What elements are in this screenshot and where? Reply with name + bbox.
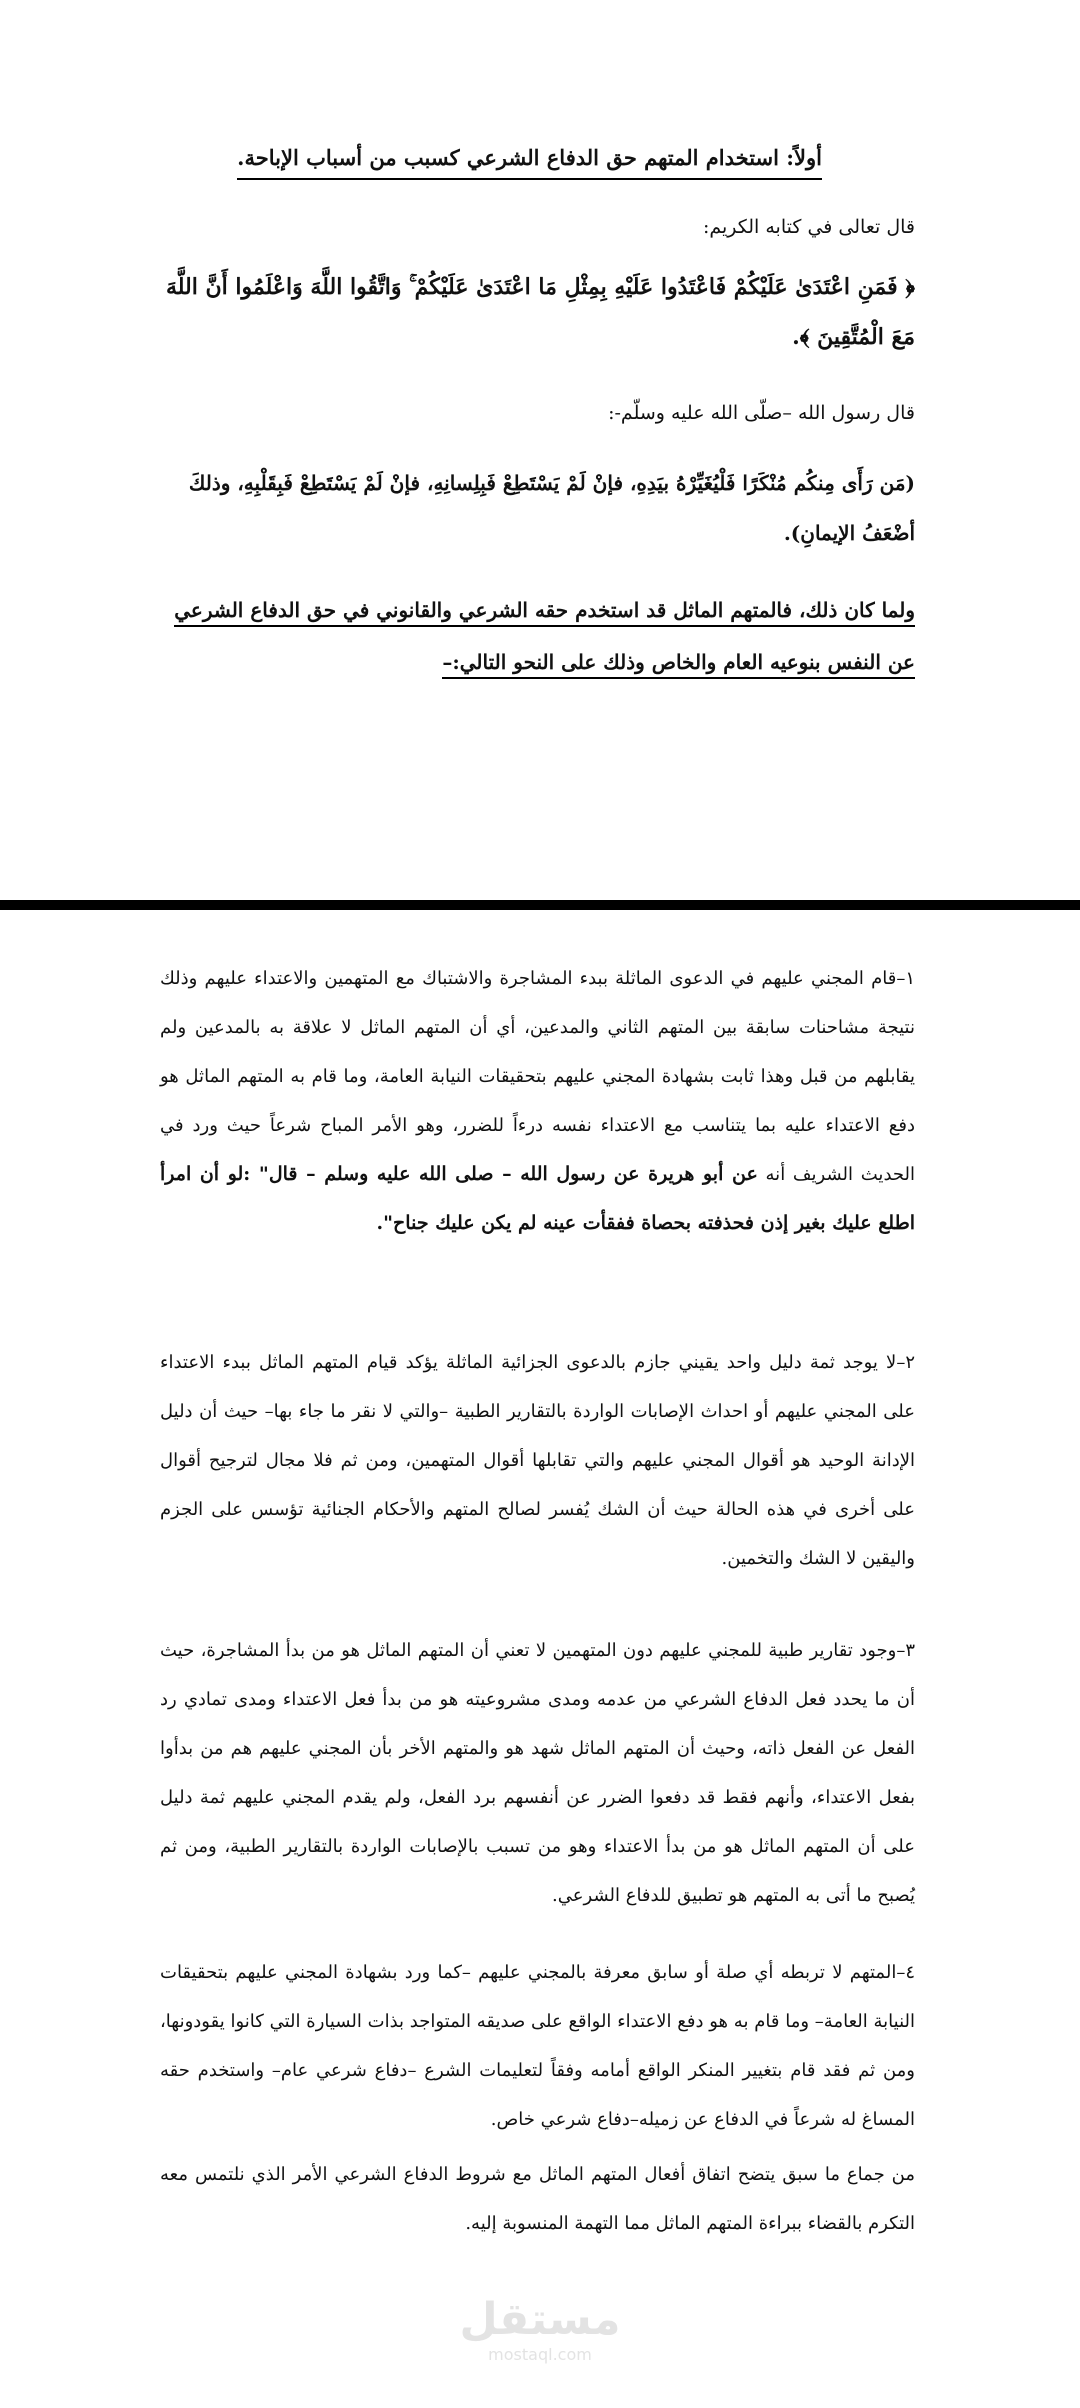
page-divider	[0, 900, 1080, 910]
hadith-intro: قال رسول الله –صلّى الله عليه وسلّم-:	[608, 402, 915, 424]
point-3: ٣–وجود تقارير طبية للمجني عليهم دون المتهمين لا تعني أن المتهم الماثل هو من بدأ المشاجرة، حيث أن ما يحدد فعل الدفاع الشرعي من عدمه ومدى مشروعيته هو من بدأ فعل الاعتداء ومدى تمادي رد الفعل عن الفعل ذاته، وحيث أن المتهم الماثل شهد هو والمتهم الأخر بأن المجني عليهم هم من بدأوا بفعل الاعتداء، وأنهم فقط قد دفعوا الضرر عن أنفسهم برد الفعل، ولم يقدم المجني عليهم ثمة دليل على أن المتهم الماثل هو من بدأ الاعتداء وهو من تسبب بالإصابات الواردة بالتقارير الطبية، ومن ثم يُصبح ما أتى به المتهم هو تطبيق للدفاع الشرعي.	[160, 1640, 915, 1906]
quran-intro: قال تعالى في كتابه الكريم:	[702, 216, 915, 238]
section-conclusion	[160, 584, 915, 688]
document-page-1	[0, 0, 1080, 900]
document-page-2	[0, 916, 1080, 2408]
watermark-logo-latin: mostaql.com	[488, 2345, 592, 2364]
point-1	[160, 954, 915, 1248]
section-conclusion-text: ولما كان ذلك، فالمتهم الماثل قد استخدم حقه الشرعي والقانوني في حق الدفاع الشرعي عن النفس بنوعيه العام والخاص وذلك على النحو التالي:–	[174, 598, 915, 679]
point-2: ٢–لا يوجد ثمة دليل واحد يقيني جازم بالدعوى الجزائية الماثلة يؤكد قيام المتهم الماثل ببدء الاعتداء على المجني عليهم أو احداث الإصابات الواردة بالتقارير الطبية –والتي لا نقر ما جاء بها– حيث أن دليل الإدانة الوحيد هو أقوال المجني عليهم والتي تقابلها أقوال المتهمين، ومن ثم فلا مجال لترجيح أقوال على أخرى في هذه الحالة حيث أن الشك يُفسر لصالح المتهم والأحكام الجنائية تؤسس على الجزم واليقين لا الشك والتخمين.	[160, 1352, 915, 1569]
point-4: ٤–المتهم لا تربطه أي صلة أو سابق معرفة بالمجني عليهم –كما ورد بشهادة المجني عليهم بتحقيقات النيابة العامة– وما قام به هو دفع الاعتداء الواقع على صديقه المتواجد بذات السيارة التي كانوا يقودونها، ومن ثم فقد قام بتغيير المنكر الواقع أمامه وفقاً لتعليمات الشرع –دفاع شرعي عام– واستخدم حقه المساغ له شرعاً في الدفاع عن زميله–دفاع شرعي خاص.	[160, 1962, 915, 2130]
mostaql-watermark	[440, 2295, 640, 2365]
closing-paragraph: من جماع ما سبق يتضح اتفاق أفعال المتهم الماثل مع شروط الدفاع الشرعي الأمر الذي نلتمس معه التكرم بالقضاء ببراءة المتهم الماثل مما التهمة المنسوبة إليه.	[160, 2164, 915, 2234]
point-1-text: ١–قام المجني عليهم في الدعوى الماثلة ببدء المشاجرة والاشتباك مع المتهمين والاعتداء عليهم وذلك نتيجة مشاحنات سابقة بين المتهم الثاني والمدعين، أي أن المتهم الماثل لا علاقة به بالمدعين ولم يقابلهم من قبل وهذا ثابت بشهادة المجني عليهم بتحقيقات النيابة العامة، وما قام به المتهم الماثل هو دفع الاعتداء عليه بما يتناسب مع الاعتداء نفسه درءاً للضرر، وهو الأمر المباح شرعاً حيث ورد في الحديث الشريف أنه	[160, 968, 916, 1185]
quran-verse: ﴿ فَمَنِ اعْتَدَىٰ عَلَيْكُمْ فَاعْتَدُوا عَلَيْهِ بِمِثْلِ مَا اعْتَدَىٰ عَلَيْكُمْ ۚ وَاتَّقُوا اللَّهَ وَاعْلَمُوا أَنَّ اللَّهَ مَعَ الْمُتَّقِينَ ﴾.	[165, 274, 915, 350]
section-heading: أولاً: استخدام المتهم حق الدفاع الشرعي كسبب من أسباب الإباحة.	[237, 138, 822, 180]
hadith-text: (مَن رَأَى مِنكُم مُنْكَرًا فَلْيُغَيِّرْهُ بيَدِهِ، فإنْ لَمْ يَسْتَطِعْ فَبِلِسانِهِ، فإنْ لَمْ يَسْتَطِعْ فَبِقَلْبِهِ، وذلكَ أضْعَفُ الإيمانِ).	[188, 471, 915, 545]
point-1-hadith: عن أبو هريرة عن رسول الله – صلى الله عليه وسلم – قال" :لو أن امرأ اطلع عليك بغير إذن فحذفته بحصاة ففقأت عينه لم يكن عليك جناح".	[160, 1163, 915, 1234]
watermark-logo-arabic: مستقل	[459, 2294, 621, 2345]
